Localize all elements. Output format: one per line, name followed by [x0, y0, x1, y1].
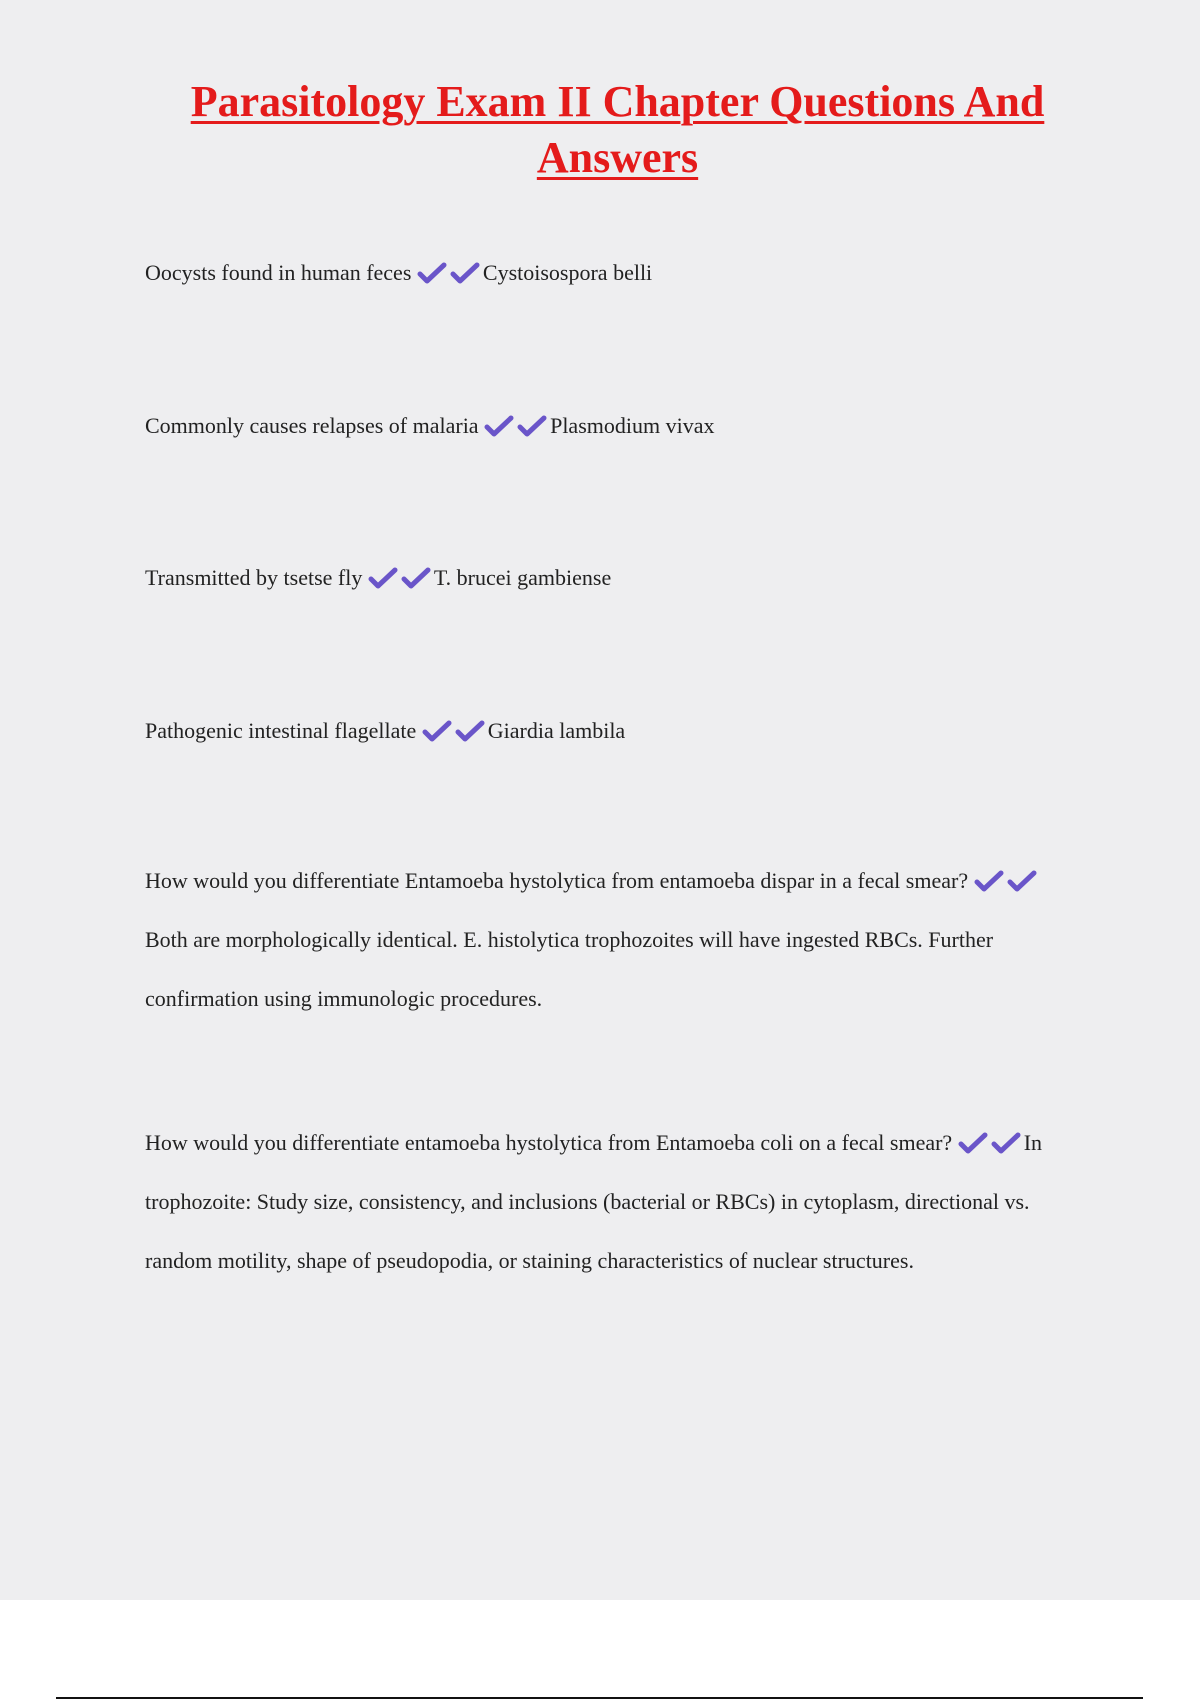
- answer-text: Both are morphologically identical. E. histolytica trophozoites will have ingested RBCs. Further confirmation using immunologic procedures.: [145, 927, 994, 1011]
- checkmark-icon: [958, 1131, 988, 1155]
- answer-text: In trophozoite: Study size, consistency, and inclusions (bacterial or RBCs) in cytoplasm, directional vs. random motility, shape of pseudopodia, or staining characteristics of nuclear structures.: [145, 1130, 1043, 1273]
- checkmark-icon: [991, 1131, 1021, 1155]
- checkmark-icon: [517, 414, 547, 438]
- answer-text: Giardia lambila: [487, 718, 626, 743]
- checkmark-icon: [422, 719, 452, 743]
- qa-item: [145, 243, 1075, 303]
- document-title: Parasitology Exam II Chapter Questions And Answers: [190, 77, 1045, 182]
- question-text: Oocysts found in human feces: [145, 260, 412, 285]
- question-text: Commonly causes relapses of malaria: [145, 413, 479, 438]
- qa-item: [145, 1113, 1075, 1290]
- answer-text: Plasmodium vivax: [550, 413, 715, 438]
- qa-item: [145, 701, 1075, 761]
- checkmark-icon: [401, 566, 431, 590]
- question-text: How would you differentiate Entamoeba hystolytica from entamoeba dispar in a fecal smear?: [145, 868, 969, 893]
- checkmark-icon: [368, 566, 398, 590]
- checkmark-icon: [450, 261, 480, 285]
- checkmark-icon: [455, 719, 485, 743]
- answer-text: Cystoisospora belli: [482, 260, 653, 285]
- qa-item: [145, 851, 1075, 1028]
- question-text: How would you differentiate entamoeba hystolytica from Entamoeba coli on a fecal smear?: [145, 1130, 953, 1155]
- checkmark-icon: [974, 869, 1004, 893]
- qa-item: [145, 548, 1075, 608]
- checkmark-icon: [1007, 869, 1037, 893]
- checkmark-icon: [484, 414, 514, 438]
- question-text: Transmitted by tsetse fly: [145, 565, 363, 590]
- footer-divider: [56, 1697, 1143, 1699]
- question-text: Pathogenic intestinal flagellate: [145, 718, 417, 743]
- qa-item: [145, 396, 1075, 456]
- checkmark-icon: [417, 261, 447, 285]
- answer-text: T. brucei gambiense: [433, 565, 612, 590]
- page-footer: [0, 1600, 1200, 1700]
